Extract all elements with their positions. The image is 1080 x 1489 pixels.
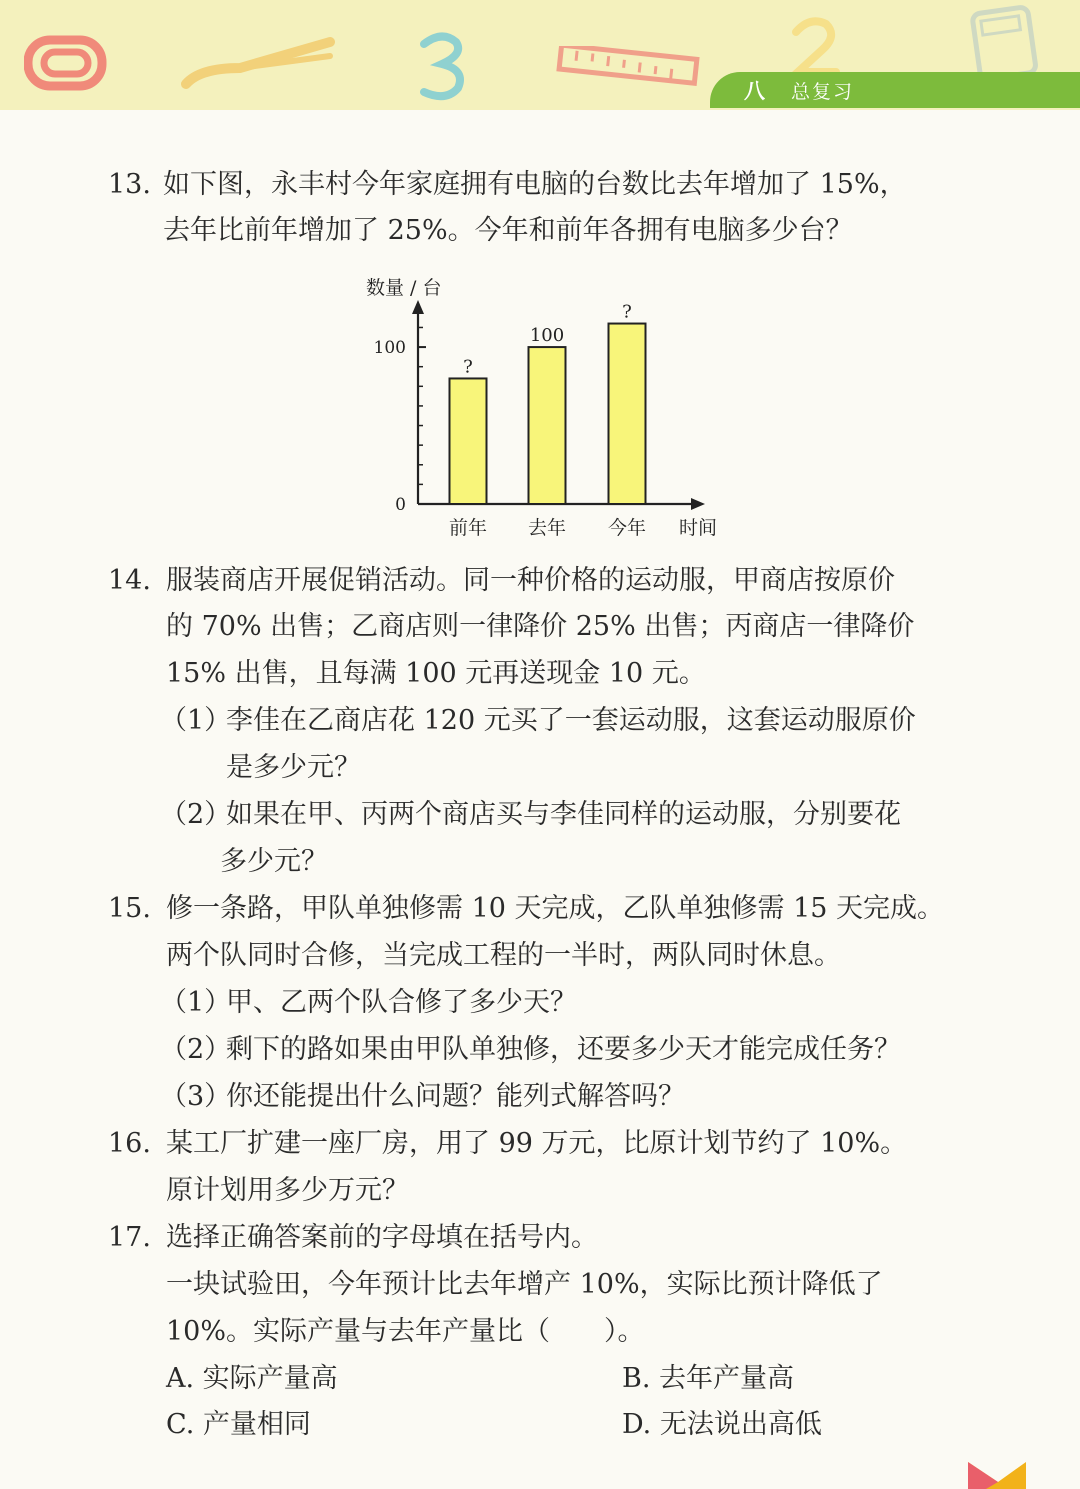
y-tick-label: 100 (373, 338, 406, 359)
bar (450, 378, 487, 504)
data-label: 100 (529, 325, 565, 347)
sub-question-label: （1） (160, 987, 232, 1018)
question-text: 服装商店开展促销活动。同一种价格的运动服，甲商店按原价 (166, 565, 895, 596)
x-tick-label: 今年 (607, 517, 647, 539)
question-number: 14. (108, 565, 151, 596)
bar-chart (350, 270, 740, 545)
sub-question-label: （3） (160, 1081, 232, 1112)
question-number: 16. (108, 1128, 151, 1159)
question-text: 去年比前年增加了 25%。今年和前年各拥有电脑多少台？ (163, 215, 853, 246)
ruler-icon (556, 46, 702, 90)
bar (609, 324, 646, 504)
sub-question-text: 剩下的路如果由甲队单独修，还要多少天才能完成任务？ (226, 1034, 901, 1065)
question-text: 如下图，永丰村今年家庭拥有电脑的台数比去年增加了 15%， (163, 169, 907, 200)
question-text: 一块试验田，今年预计比去年增产 10%，实际比预计降低了 (166, 1269, 883, 1300)
ruler-icon (180, 28, 340, 98)
calculator-icon (970, 4, 1040, 80)
data-label: ? (622, 301, 632, 323)
question-text: 某工厂扩建一座厂房，用了 99 万元，比原计划节约了 10%。 (166, 1128, 908, 1159)
page-header (0, 0, 1080, 110)
data-label: ? (463, 356, 473, 378)
x-tick-label: 去年 (527, 517, 567, 539)
sub-question-label: （2） (160, 799, 232, 830)
question-number: 15. (108, 893, 151, 924)
y-tick-label: 0 (395, 495, 406, 515)
question-text: 两个队同时合修，当完成工程的一半时，两队同时休息。 (166, 940, 841, 971)
x-axis-label: 时间 (678, 517, 718, 539)
question-text: 修一条路，甲队单独修需 10 天完成，乙队单独修需 15 天完成。 (166, 893, 945, 924)
sub-question-text: 多少元？ (220, 846, 328, 877)
sub-question-text: 是多少元？ (226, 752, 361, 783)
y-axis-label: 数量 / 台 (366, 277, 442, 299)
question-text: 原计划用多少万元？ (166, 1175, 409, 1206)
sub-question-text: 如果在甲、丙两个商店买与李佳同样的运动服，分别要花 (226, 799, 901, 830)
number-2-icon (786, 14, 846, 78)
bar (529, 347, 566, 504)
chapter-title: 总复习 (791, 80, 855, 103)
question-number: 17. (108, 1222, 151, 1253)
x-axis-arrow (691, 498, 705, 510)
question-number: 13. (108, 169, 151, 200)
sub-question-text: 李佳在乙商店花 120 元买了一套运动服，这套运动服原价 (226, 705, 916, 736)
option-d: D. 无法说出高低 (622, 1409, 822, 1440)
chapter-tab (710, 72, 1080, 108)
question-text: 的 70% 出售；乙商店则一律降价 25% 出售；丙商店一律降价 (166, 611, 915, 642)
option-c: C. 产量相同 (166, 1409, 311, 1440)
option-a: A. 实际产量高 (166, 1363, 338, 1394)
sub-question-label: （2） (160, 1034, 232, 1065)
question-text: 10%。实际产量与去年产量比（ ）。 (166, 1316, 645, 1347)
chapter-number: 八 (744, 79, 765, 103)
sub-question-label: （1） (160, 705, 232, 736)
sub-question-text: 甲、乙两个队合修了多少天？ (226, 987, 577, 1018)
question-text: 选择正确答案前的字母填在括号内。 (166, 1222, 598, 1253)
sub-question-text: 你还能提出什么问题？能列式解答吗？ (226, 1081, 685, 1112)
option-b: B. 去年产量高 (622, 1363, 795, 1394)
y-axis-arrow (412, 300, 424, 314)
page-corner-icon (968, 1462, 1028, 1489)
number-3-icon (412, 30, 472, 102)
question-text: 15% 出售，且每满 100 元再送现金 10 元。 (166, 658, 706, 689)
x-tick-label: 前年 (448, 517, 488, 539)
paper-clip-icon (24, 34, 108, 94)
